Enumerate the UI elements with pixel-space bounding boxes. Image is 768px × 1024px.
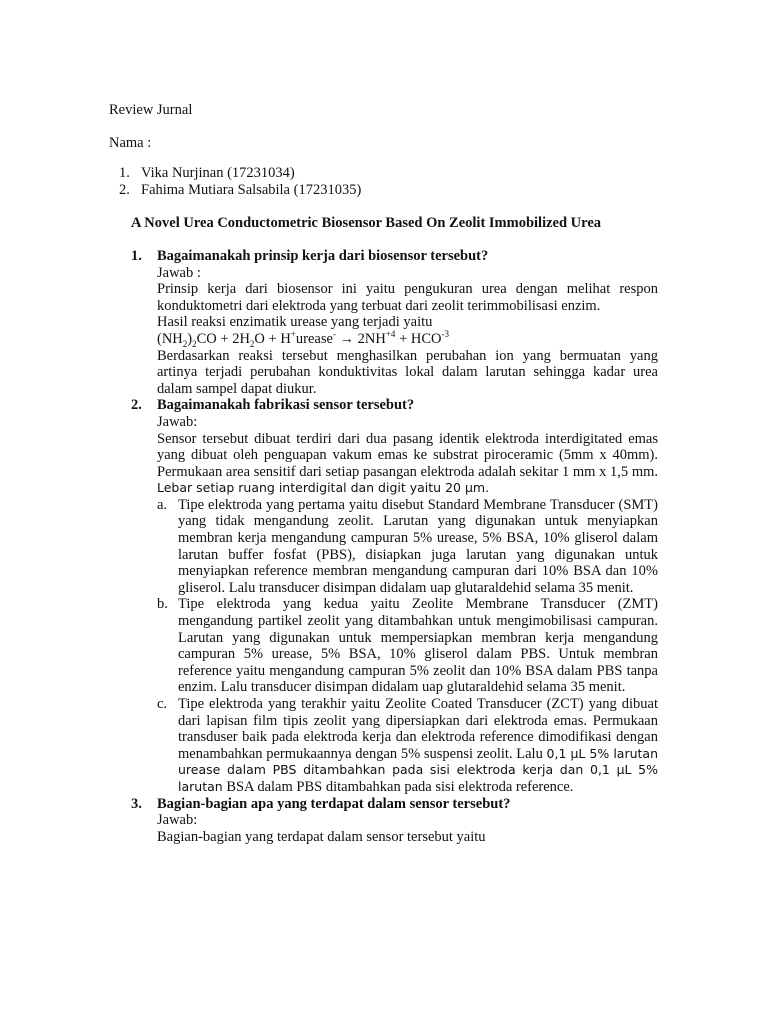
list-item-text: Tipe elektroda yang pertama yaitu disebut Standard Membrane Transducer (SMT) yang tidak mengandung zeolit. Larutan yang digunakan untuk menyiapkan membran kerja mengandung campuran 5% urease, 5% BSA, 10% gliserol dalam larutan buffer fosfat (PBS), disiapkan juga larutan yang digunakan untuk menyiapkan reference membran mengandung campuran dari 10% BSA dan 10% gliserol. Lalu transducer disimpan didalam uap glutaraldehid selama 35 menit. xyxy=(178,496,658,596)
list-item-text: Tipe elektroda yang kedua yaitu Zeolite Membrane Transducer (ZMT) mengandung partikel zeolit yang ditambahkan untuk mengimobilisasi campuran. Larutan yang digunakan untuk mempersiapkan membran kerja mengandung campuran 5% urease, 5% BSA, 10% gliserol dalam PBS. Untuk membran reference yaitu mengandung campuran 5% zeolit dan 10% BSA dalam PBS tanpa enzim. Lalu transducer disimpan didalam uap glutaraldehid selama 35 menit. xyxy=(178,596,658,696)
list-item xyxy=(109,182,658,199)
list-item-text: Tipe elektroda yang terakhir yaitu Zeolite Coated Transducer (ZCT) yang dibuat dari lapisan film tipis zeolit yang dipersiapkan dari elektroda emas. Permukaan transduser baik pada elektroda kerja dan elektroda reference dimodifikasi dengan menambahkan permukaannya dengan 5% suspensi zeolit. Lalu 0,1 μL 5% larutan urease dalam PBS ditambahkan pada sisi elektroda kerja dan 0,1 μL 5% larutan BSA dalam PBS ditambahkan pada sisi elektroda reference. xyxy=(178,696,658,795)
list-letter: c. xyxy=(157,696,168,712)
question-text: Bagaimanakah fabrikasi sensor tersebut? xyxy=(157,397,415,414)
list-letter: b. xyxy=(157,596,168,613)
document-body xyxy=(109,102,658,845)
answer-paragraph: Prinsip kerja dari biosensor ini yaitu pengukuran urea dengan melihat respon konduktometri dari elektroda yang terbuat dari zeolit terimmobilisasi enzim. xyxy=(157,281,658,314)
author-list xyxy=(109,165,658,198)
answer-paragraph: Berdasarkan reaksi tersebut menghasilkan perubahan ion yang bermuatan yang artinya terjadi perubahan konduktivitas lokal dalam larutan sehingga kadar urea dalam sampel dapat diukur. xyxy=(157,347,658,397)
list-item xyxy=(157,696,658,796)
list-letter: a. xyxy=(157,496,168,513)
list-item xyxy=(157,596,658,696)
question-number: 2. xyxy=(131,397,142,414)
answer-paragraph: Bagian-bagian yang terdapat dalam sensor tersebut yaitu xyxy=(157,828,486,845)
document-heading: Review Jurnal xyxy=(109,102,193,118)
answer-label: Jawab: xyxy=(157,812,198,829)
question-text: Bagian-bagian apa yang terdapat dalam sensor tersebut? xyxy=(157,795,511,812)
list-item xyxy=(157,497,658,597)
list-number: 2. xyxy=(119,181,130,198)
question-1 xyxy=(109,248,658,397)
list-item xyxy=(109,165,658,182)
list-number: 1. xyxy=(119,165,130,182)
answer-paragraph: Hasil reaksi enzimatik urease yang terjadi yaitu xyxy=(157,314,433,331)
name-label: Nama : xyxy=(109,134,152,151)
question-number: 1. xyxy=(131,247,142,264)
electrode-type-list xyxy=(157,497,658,796)
answer-paragraph: Sensor tersebut dibuat terdiri dari dua pasang identik elektroda interdigitated emas yang dibuat oleh penguapan vakum emas ke substrat piroceramic (5mm x 40mm). Permukaan area sensitif dari setiap pasangan elektroda adalah sekitar 1 mm x 1,5 mm. Lebar setiap ruang interdigital dan digit yaitu 20 μm. xyxy=(157,430,658,496)
answer-label: Jawab: xyxy=(157,413,198,430)
reaction-equation: $(NH_2)_2CO + 2H_2O$ + H+urease- → $2NH^{+4} + HCO^{-3}$ xyxy=(157,329,449,349)
journal-title: A Novel Urea Conductometric Biosensor Based On Zeolit Immobilized Urea xyxy=(131,215,602,232)
answer-label: Jawab : xyxy=(157,264,201,281)
question-3 xyxy=(109,796,658,846)
question-text: Bagaimanakah prinsip kerja dari biosensor tersebut? xyxy=(157,247,489,264)
author-name: Fahima Mutiara Salsabila (17231035) xyxy=(141,181,362,198)
question-number: 3. xyxy=(131,795,142,812)
question-2 xyxy=(109,397,658,795)
author-name: Vika Nurjinan (17231034) xyxy=(141,165,295,182)
